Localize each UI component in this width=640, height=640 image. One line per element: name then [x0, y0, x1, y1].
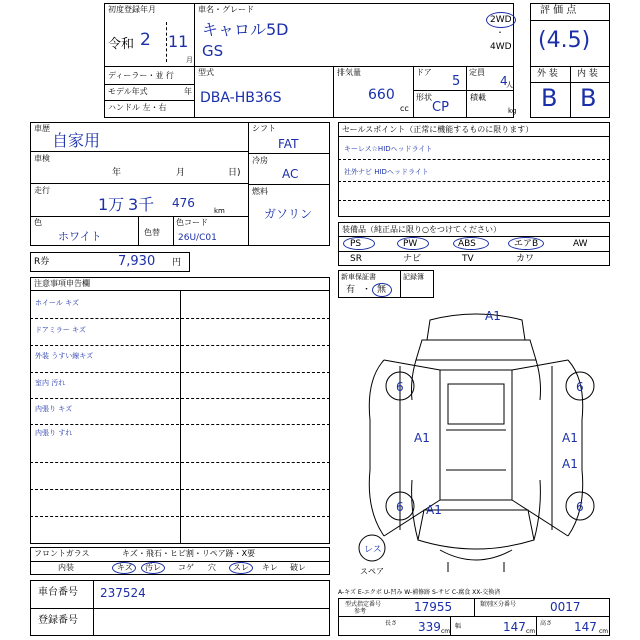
ac-label: 冷房	[252, 156, 268, 165]
mileage-label: 走行	[34, 186, 50, 195]
height-unit: cm	[599, 628, 609, 635]
displacement: 660	[368, 87, 395, 103]
note-item: 外装 うすい線キズ	[35, 352, 94, 360]
shape: CP	[432, 100, 449, 115]
damage-mark: 6	[396, 380, 404, 394]
height-label: 高さ	[540, 620, 553, 627]
damage-mark: 6	[396, 500, 404, 514]
damage-mark: A1	[485, 309, 501, 323]
capacity-label: 定員	[469, 68, 485, 77]
dealer-label: ディーラー・並 行	[108, 71, 174, 80]
spare-tire-mark: レス	[364, 545, 382, 555]
grade: GS	[202, 42, 224, 60]
damage-mark: A1	[426, 503, 442, 517]
note-item: 内張り キズ	[35, 405, 73, 413]
equip-sr: SR	[350, 254, 362, 264]
class-no-label: 類別区分番号	[480, 601, 517, 608]
warranty-yes: 有	[346, 285, 356, 295]
type-label: 型式	[198, 68, 214, 77]
displacement-label: 排気量	[337, 68, 361, 77]
model-type: DBA-HB36S	[200, 90, 282, 106]
interior-item: キレ	[262, 563, 278, 572]
fuel-label: 燃料	[252, 187, 268, 196]
interior-grade: B	[580, 84, 597, 112]
note-item: ホイール キズ	[35, 299, 79, 307]
doors: 5	[452, 74, 461, 89]
load-label: 積載	[470, 93, 486, 102]
equip-airbag-circle	[508, 237, 544, 250]
km-unit: km	[214, 207, 225, 215]
color-code-label: 色コード	[176, 218, 208, 227]
interior-item: 破レ	[290, 563, 306, 572]
spare-label: スペア	[360, 567, 384, 576]
car-name: キャロル5D	[202, 20, 289, 39]
interior-scratch-circle	[112, 562, 136, 574]
inspection-year: 年	[112, 168, 122, 178]
car-name-label: 車名・グレード	[198, 5, 254, 14]
exterior-label: 外 装	[537, 69, 558, 79]
type-no-label: 型式指定番号	[345, 601, 382, 608]
damage-legend: A-キズ E-エクボ U-凹み W-補修跡 S-サビ C-腐食 XX-交換済	[338, 589, 501, 596]
drive-dot: ・	[496, 28, 504, 37]
recycle-label: R券	[34, 257, 50, 267]
equip-airbag: エアB	[514, 239, 539, 249]
damage-mark: A1	[414, 431, 430, 445]
recycle-unit: 円	[172, 258, 182, 268]
reg-year: 2	[140, 30, 151, 50]
equip-pw-circle	[397, 237, 429, 250]
shift: FAT	[278, 137, 299, 151]
fuel: ガソリン	[264, 207, 313, 221]
inspection-month: 月	[176, 168, 186, 178]
width-label: 幅	[455, 623, 462, 630]
recycle-amount: 7,930	[118, 254, 156, 269]
length-unit: cm	[441, 628, 451, 635]
rating-label: 評 価 点	[540, 5, 577, 16]
chassis-label: 車台番号	[38, 587, 78, 598]
class-no: 0017	[550, 600, 581, 614]
notes-label: 注意事項申告欄	[34, 279, 90, 288]
width: 147	[503, 620, 526, 634]
sales-point-1: キーレス☆HIDヘッドライト	[344, 145, 433, 153]
length: 339	[418, 620, 441, 634]
color-label: 色	[34, 218, 42, 227]
ref-label: 参考	[354, 608, 367, 615]
equip-abs: ABS	[458, 239, 476, 249]
damage-mark: A1	[562, 457, 578, 471]
interior-item: 穴	[208, 563, 216, 572]
ac: AC	[282, 167, 299, 181]
drive-4wd: 4WD	[490, 42, 512, 52]
capacity-unit: 人	[506, 81, 513, 89]
era-label: 令和	[108, 37, 135, 52]
warranty-no-circle	[372, 283, 392, 297]
height: 147	[574, 620, 597, 634]
kg-unit: kg	[508, 107, 517, 115]
equip-leather: カワ	[516, 254, 535, 264]
interior-label: 内 装	[577, 69, 598, 79]
shift-label: シフト	[252, 124, 276, 133]
record-book-label: 記録簿	[403, 273, 424, 281]
interior-item: スレ	[233, 563, 249, 572]
mileage-rest: 476	[172, 196, 195, 210]
exterior-grade: B	[541, 84, 558, 112]
capacity: 4	[500, 74, 508, 88]
car-diagram	[340, 300, 612, 582]
handle-label: ハンドル 左・右	[108, 103, 167, 112]
chassis-number: 237524	[100, 586, 146, 600]
equip-aw: AW	[573, 239, 588, 249]
damage-mark: 6	[576, 500, 584, 514]
note-item: ドアミラー キズ	[35, 326, 86, 334]
damage-mark: 6	[576, 380, 584, 394]
windshield-label: フロントガラス	[34, 549, 90, 558]
model-year-label: モデル年式	[108, 87, 148, 96]
usage-label: 車歴	[34, 124, 50, 133]
equip-ps: PS	[350, 239, 362, 249]
warranty-no: 無	[377, 285, 387, 295]
model-year-unit: 年	[184, 87, 192, 96]
sales-point-2: 社外ナビ HIDヘッドライト	[344, 168, 429, 176]
interior-item: コゲ	[178, 563, 194, 572]
reg-number-label: 登録番号	[38, 615, 78, 626]
door-label: ドア	[416, 68, 432, 77]
width-unit: cm	[526, 628, 536, 635]
interior-rub-circle	[229, 562, 253, 574]
cc-unit: cc	[400, 104, 409, 113]
type-no: 17955	[414, 600, 453, 614]
equip-tv: TV	[462, 254, 474, 264]
equip-pw: PW	[403, 239, 418, 249]
note-item: 室内 汚れ	[35, 379, 66, 387]
reg-month: 11	[168, 32, 189, 51]
usage: 自家用	[52, 131, 101, 150]
interior-item: 汚レ	[145, 563, 161, 572]
recycle-box	[30, 252, 190, 272]
color: ホワイト	[58, 230, 102, 243]
interior-item: キズ	[117, 563, 133, 572]
rating: (4.5)	[538, 28, 591, 53]
equip-navi: ナビ	[403, 254, 422, 264]
shape-label: 形状	[416, 93, 432, 102]
mileage-sen: 3千	[128, 195, 155, 214]
interior-dirt-circle	[141, 562, 165, 574]
equip-abs-circle	[453, 237, 489, 250]
length-label: 長さ	[385, 620, 398, 627]
interior-cond-label: 内装	[58, 563, 74, 572]
new-car-warranty-label: 新車保証書	[341, 273, 376, 281]
drive-2wd: 2WD	[490, 15, 512, 25]
inspection-day: 日)	[228, 168, 241, 178]
inspection-label: 車検	[34, 154, 50, 163]
sales-points-label: セールスポイント（正常に機能するものに限ります）	[342, 125, 534, 134]
note-item: 内張り すれ	[35, 429, 73, 437]
color-code: 26U/C01	[178, 233, 217, 243]
damage-mark: A1	[562, 431, 578, 445]
month-unit: 月	[186, 56, 193, 64]
equip-ps-circle	[343, 237, 375, 250]
first-reg-label: 初度登録年月	[108, 5, 156, 14]
equipment-label: 装備品（純正品に限り○をつけてください）	[342, 225, 501, 234]
color-change-label: 色替	[144, 228, 160, 237]
mileage-man: 1万	[98, 195, 125, 214]
windshield-text: キズ・飛石・ヒビ割・リペア跡・X要	[122, 549, 256, 558]
warranty-dot: ・	[362, 285, 372, 295]
